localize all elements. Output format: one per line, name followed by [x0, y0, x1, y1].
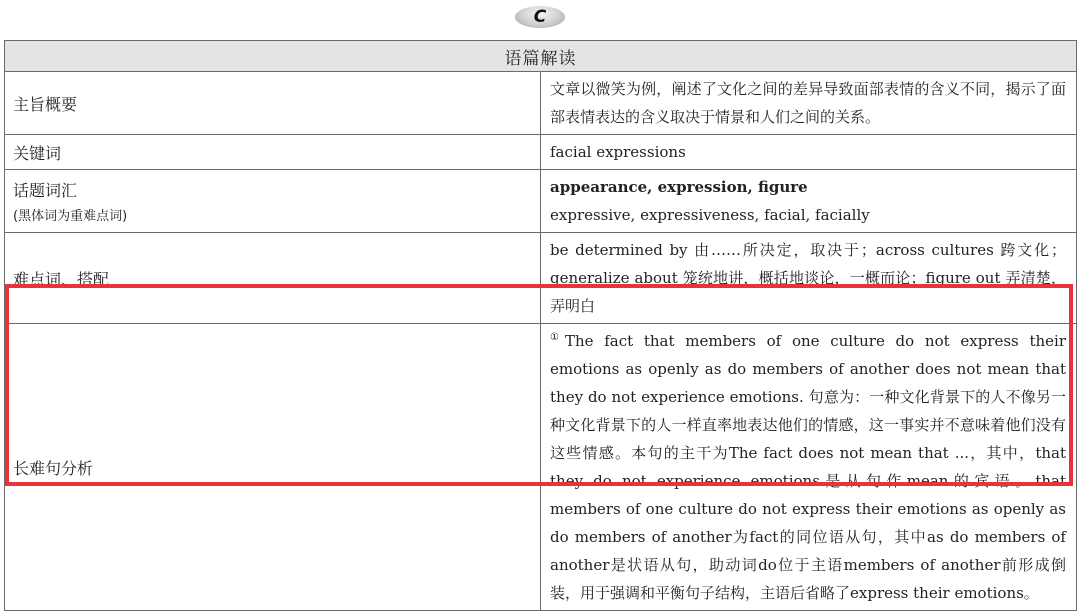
topic-vocab-normal-words: expressive, expressiveness, facial, facially	[550, 206, 870, 224]
phrases-label: 难点词、搭配	[5, 233, 541, 324]
section-letter-badge: C	[515, 6, 565, 28]
text-analysis-table	[4, 40, 1077, 611]
summary-label: 主旨概要	[5, 72, 541, 135]
table-row-keyword	[5, 135, 1077, 170]
keyword-text: facial expressions	[541, 135, 1077, 170]
table-row-topic-vocab	[5, 170, 1077, 233]
table-row-phrases	[5, 233, 1077, 324]
topic-vocab-label: 话题词汇	[13, 181, 78, 200]
topic-vocab-cell	[541, 170, 1077, 233]
phrases-text: be determined by 由……所决定，取决于；across cultures 跨文化；generalize about 笼统地讲，概括地谈论，一概而论；figure out 弄清楚，弄明白	[541, 233, 1077, 324]
long-sentence-text: The fact that members of one culture do not express their emotions as openly as do members of another does not mean that they do not experience emotions. 句意为：一种文化背景下的人不像另一种文化背景下的人一样直率地表达他们的情感，这一事实并不意味着他们没有这些情感。本句的主干为The fact does not mean that ...，其中，that they do not experience emotions是从句作mean的宾语。that members of one culture do not express their emotions as openly as do members of another为fact的同位语从句，其中as do members of another是状语从句，助动词do位于主语members of another前形成倒装，用于强调和平衡句子结构，主语后省略了express their emotions。	[550, 332, 1067, 602]
table-row-long-sentence	[5, 324, 1077, 611]
topic-vocab-label-cell	[5, 170, 541, 233]
section-badge-container	[0, 6, 1080, 32]
topic-vocab-sublabel: (黑体词为重难点词)	[13, 209, 128, 224]
long-sentence-label: 长难句分析	[5, 324, 541, 611]
keyword-label: 关键词	[5, 135, 541, 170]
summary-text: 文章以微笑为例，阐述了文化之间的差异导致面部表情的含义不同，揭示了面部表情表达的含义取决于情景和人们之间的关系。	[541, 72, 1077, 135]
table-row-summary	[5, 72, 1077, 135]
table-title: 语篇解读	[5, 41, 1077, 72]
topic-vocab-bold-words: appearance, expression, figure	[550, 178, 808, 196]
sentence-number-marker: ①	[550, 332, 565, 343]
table-title-row	[5, 41, 1077, 72]
long-sentence-cell	[541, 324, 1077, 611]
